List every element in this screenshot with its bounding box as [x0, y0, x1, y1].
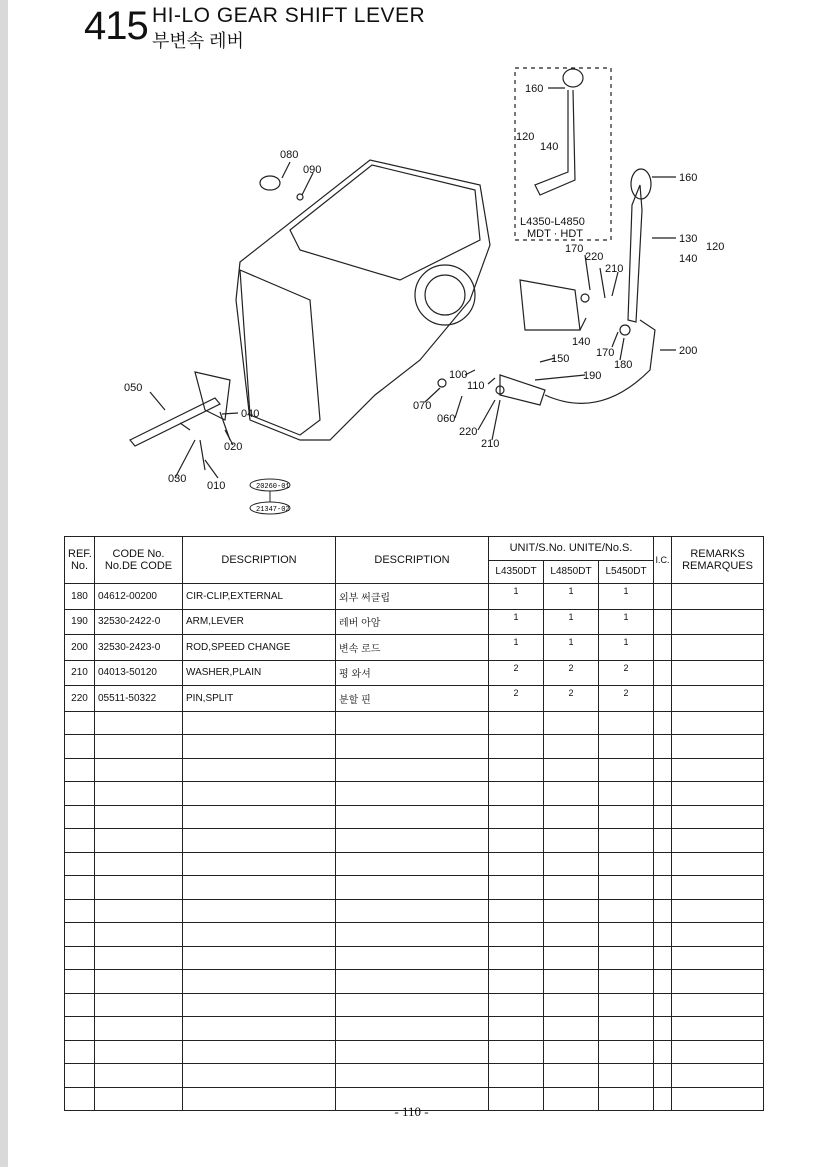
- parts-table: [64, 536, 764, 1111]
- empty-cell: [336, 1017, 489, 1041]
- empty-cell: [672, 758, 764, 782]
- empty-cell: [654, 876, 672, 900]
- table-row-empty: [65, 829, 764, 853]
- circlip: [620, 325, 630, 335]
- variant-label-types: MDT · HDT: [527, 228, 584, 240]
- empty-cell: [544, 829, 599, 853]
- empty-cell: [544, 899, 599, 923]
- empty-cell: [672, 1017, 764, 1041]
- empty-cell: [599, 993, 654, 1017]
- empty-cell: [65, 782, 95, 806]
- empty-cell: [65, 923, 95, 947]
- empty-cell: [183, 829, 336, 853]
- empty-cell: [65, 735, 95, 759]
- table-row: [65, 584, 764, 610]
- empty-cell: [599, 946, 654, 970]
- empty-cell: [654, 852, 672, 876]
- empty-cell: [183, 758, 336, 782]
- empty-cell: [544, 1064, 599, 1088]
- empty-cell: [489, 923, 544, 947]
- table-row-empty: [65, 735, 764, 759]
- callout-210: 210: [481, 438, 500, 450]
- empty-cell: [544, 782, 599, 806]
- row-description-en: PIN,SPLIT: [183, 686, 336, 712]
- empty-cell: [489, 876, 544, 900]
- empty-cell: [183, 1040, 336, 1064]
- row-qty: 1: [489, 609, 544, 635]
- row-qty: 1: [544, 584, 599, 610]
- empty-cell: [599, 735, 654, 759]
- exploded-parts-diagram: [0, 0, 823, 530]
- empty-cell: [183, 1064, 336, 1088]
- empty-cell: [599, 923, 654, 947]
- row-code: 32530-2422-0: [95, 609, 183, 635]
- empty-cell: [654, 993, 672, 1017]
- empty-cell: [65, 805, 95, 829]
- empty-cell: [95, 805, 183, 829]
- empty-cell: [654, 1017, 672, 1041]
- empty-cell: [599, 876, 654, 900]
- empty-cell: [544, 876, 599, 900]
- empty-cell: [65, 876, 95, 900]
- row-remarks: [672, 635, 764, 661]
- empty-cell: [65, 852, 95, 876]
- col-header-ref: REF. No.: [65, 537, 95, 584]
- empty-cell: [489, 758, 544, 782]
- col-header-unit: UNIT/S.No. UNITE/No.S.: [489, 537, 654, 561]
- row-description-en: ARM,LEVER: [183, 609, 336, 635]
- empty-cell: [489, 711, 544, 735]
- table-row-empty: [65, 923, 764, 947]
- empty-cell: [183, 923, 336, 947]
- empty-cell: [599, 1040, 654, 1064]
- empty-cell: [544, 1040, 599, 1064]
- empty-cell: [336, 993, 489, 1017]
- empty-cell: [489, 852, 544, 876]
- page-footer-number: - 110 -: [394, 1104, 429, 1119]
- variant-label-models: L4350-L4850: [520, 216, 585, 228]
- callout-160: 160: [679, 172, 698, 184]
- empty-cell: [544, 805, 599, 829]
- row-description-local: 분할 핀: [336, 686, 489, 712]
- row-description-en: WASHER,PLAIN: [183, 660, 336, 686]
- empty-cell: [489, 1064, 544, 1088]
- empty-cell: [672, 1040, 764, 1064]
- section-number: 415: [84, 4, 148, 48]
- empty-cell: [654, 735, 672, 759]
- empty-cell: [599, 829, 654, 853]
- col-header-model: L4350DT: [489, 560, 544, 584]
- table-row-empty: [65, 1040, 764, 1064]
- empty-cell: [489, 805, 544, 829]
- ball: [200, 440, 205, 470]
- row-qty: 1: [599, 635, 654, 661]
- callout-140: 140: [679, 253, 698, 265]
- empty-cell: [599, 782, 654, 806]
- row-qty: 1: [544, 609, 599, 635]
- empty-cell: [95, 970, 183, 994]
- row-qty: 2: [489, 686, 544, 712]
- empty-cell: [336, 782, 489, 806]
- empty-cell: [95, 876, 183, 900]
- empty-cell: [95, 852, 183, 876]
- empty-cell: [654, 711, 672, 735]
- callout-080: 080: [280, 149, 299, 161]
- callout-060: 060: [437, 413, 456, 425]
- table-row-empty: [65, 993, 764, 1017]
- empty-cell: [336, 735, 489, 759]
- table-row-empty: [65, 946, 764, 970]
- empty-cell: [183, 946, 336, 970]
- empty-cell: [95, 758, 183, 782]
- row-code: 04013-50120: [95, 660, 183, 686]
- callout-120-inset: 120: [516, 131, 535, 143]
- empty-cell: [95, 782, 183, 806]
- col-header-ic: I.C.: [654, 537, 672, 584]
- row-qty: 1: [489, 635, 544, 661]
- shift-lever: [628, 185, 642, 322]
- housing-outline: [236, 160, 490, 440]
- lever-bracket: [520, 280, 580, 330]
- col-header-model: L5450DT: [599, 560, 654, 584]
- row-ref: 200: [65, 635, 95, 661]
- empty-cell: [183, 852, 336, 876]
- empty-cell: [599, 852, 654, 876]
- callout-030: 030: [168, 473, 187, 485]
- callout-070: 070: [413, 400, 432, 412]
- empty-cell: [336, 923, 489, 947]
- empty-cell: [95, 946, 183, 970]
- callout-160-inset: 160: [525, 83, 544, 95]
- empty-cell: [65, 1064, 95, 1088]
- fork-shaft: [130, 398, 220, 446]
- callout-170: 170: [596, 347, 615, 359]
- table-row-empty: [65, 876, 764, 900]
- empty-cell: [489, 782, 544, 806]
- callout-010: 010: [207, 480, 226, 492]
- row-qty: 1: [544, 635, 599, 661]
- callout-020: 020: [224, 441, 243, 453]
- col-header-description-en: DESCRIPTION: [183, 537, 336, 584]
- empty-cell: [95, 923, 183, 947]
- col-header-model: L4850DT: [544, 560, 599, 584]
- empty-cell: [65, 946, 95, 970]
- washer: [581, 294, 589, 302]
- empty-cell: [489, 1017, 544, 1041]
- empty-cell: [672, 923, 764, 947]
- callout-140-mid: 140: [572, 336, 591, 348]
- empty-cell: [65, 970, 95, 994]
- empty-cell: [336, 1040, 489, 1064]
- empty-cell: [183, 899, 336, 923]
- callout-220: 220: [459, 426, 478, 438]
- row-description-local: 레버 아암: [336, 609, 489, 635]
- empty-cell: [183, 1017, 336, 1041]
- empty-cell: [544, 1017, 599, 1041]
- empty-cell: [654, 946, 672, 970]
- empty-cell: [672, 876, 764, 900]
- table-row: [65, 686, 764, 712]
- inset-knob: [563, 69, 583, 87]
- row-description-local: 변속 로드: [336, 635, 489, 661]
- table-row-empty: [65, 782, 764, 806]
- callout-150: 150: [551, 353, 570, 365]
- empty-cell: [65, 829, 95, 853]
- stamp-1: 20260-01: [256, 483, 290, 491]
- table-row: [65, 635, 764, 661]
- row-ic: [654, 609, 672, 635]
- empty-cell: [65, 1040, 95, 1064]
- page-title-korean: 부변속 레버: [152, 31, 244, 51]
- row-qty: 1: [599, 584, 654, 610]
- empty-cell: [336, 946, 489, 970]
- empty-cell: [672, 899, 764, 923]
- empty-cell: [183, 876, 336, 900]
- empty-cell: [654, 1064, 672, 1088]
- empty-cell: [183, 970, 336, 994]
- empty-cell: [672, 829, 764, 853]
- empty-cell: [183, 993, 336, 1017]
- row-ref: 180: [65, 584, 95, 610]
- callout-120: 120: [706, 241, 725, 253]
- empty-cell: [183, 711, 336, 735]
- empty-cell: [489, 1040, 544, 1064]
- empty-cell: [336, 1064, 489, 1088]
- row-description-en: ROD,SPEED CHANGE: [183, 635, 336, 661]
- empty-cell: [65, 993, 95, 1017]
- empty-cell: [336, 852, 489, 876]
- callout-110: 110: [467, 380, 485, 392]
- empty-cell: [672, 782, 764, 806]
- table-row-empty: [65, 970, 764, 994]
- table-row-empty: [65, 805, 764, 829]
- empty-cell: [599, 1017, 654, 1041]
- callout-180: 180: [614, 359, 633, 371]
- row-remarks: [672, 660, 764, 686]
- table-row: [65, 609, 764, 635]
- empty-cell: [672, 711, 764, 735]
- empty-cell: [599, 711, 654, 735]
- empty-cell: [672, 852, 764, 876]
- table-row: [65, 660, 764, 686]
- table-row-empty: [65, 899, 764, 923]
- empty-cell: [654, 758, 672, 782]
- row-ref: 210: [65, 660, 95, 686]
- callout-130: 130: [679, 233, 698, 245]
- empty-cell: [544, 711, 599, 735]
- empty-cell: [672, 1064, 764, 1088]
- empty-cell: [672, 993, 764, 1017]
- empty-cell: [183, 805, 336, 829]
- empty-cell: [489, 946, 544, 970]
- empty-cell: [336, 711, 489, 735]
- callout-210-top: 210: [605, 263, 624, 275]
- empty-cell: [65, 1017, 95, 1041]
- pin: [180, 423, 190, 430]
- row-qty: 2: [544, 660, 599, 686]
- empty-cell: [95, 1064, 183, 1088]
- empty-cell: [654, 970, 672, 994]
- empty-cell: [544, 758, 599, 782]
- empty-cell: [544, 923, 599, 947]
- callout-050: 050: [124, 382, 143, 394]
- table-row-empty: [65, 1064, 764, 1088]
- empty-cell: [183, 782, 336, 806]
- row-ic: [654, 686, 672, 712]
- empty-cell: [672, 735, 764, 759]
- empty-cell: [599, 970, 654, 994]
- empty-cell: [336, 899, 489, 923]
- empty-cell: [654, 782, 672, 806]
- empty-cell: [544, 735, 599, 759]
- empty-cell: [95, 829, 183, 853]
- row-ref: 220: [65, 686, 95, 712]
- empty-cell: [544, 852, 599, 876]
- row-qty: 2: [599, 686, 654, 712]
- callout-190: 190: [583, 370, 602, 382]
- shift-fork: [195, 372, 230, 420]
- row-ic: [654, 635, 672, 661]
- empty-cell: [489, 829, 544, 853]
- row-qty: 2: [599, 660, 654, 686]
- empty-cell: [65, 899, 95, 923]
- empty-cell: [95, 711, 183, 735]
- table-row-empty: [65, 1017, 764, 1041]
- empty-cell: [336, 876, 489, 900]
- row-ref: 190: [65, 609, 95, 635]
- row-description-local: 외부 써클립: [336, 584, 489, 610]
- bearing-boss: [415, 265, 475, 325]
- row-qty: 2: [489, 660, 544, 686]
- empty-cell: [95, 1040, 183, 1064]
- empty-cell: [544, 946, 599, 970]
- callout-100: 100: [449, 369, 468, 381]
- callout-220-top: 220: [585, 251, 604, 263]
- table-row-empty: [65, 711, 764, 735]
- row-code: 32530-2423-0: [95, 635, 183, 661]
- row-qty: 2: [544, 686, 599, 712]
- stamp-2: 21347-02: [256, 506, 290, 514]
- plug: [260, 176, 280, 190]
- row-code: 05511-50322: [95, 686, 183, 712]
- empty-cell: [336, 829, 489, 853]
- washer: [438, 379, 446, 387]
- empty-cell: [336, 970, 489, 994]
- empty-cell: [95, 1017, 183, 1041]
- callout-170-top: 170: [565, 243, 584, 255]
- row-ic: [654, 584, 672, 610]
- empty-cell: [599, 805, 654, 829]
- row-qty: 1: [599, 609, 654, 635]
- row-remarks: [672, 686, 764, 712]
- row-remarks: [672, 609, 764, 635]
- empty-cell: [654, 923, 672, 947]
- empty-cell: [672, 970, 764, 994]
- empty-cell: [599, 758, 654, 782]
- empty-cell: [183, 735, 336, 759]
- empty-cell: [672, 946, 764, 970]
- empty-cell: [544, 970, 599, 994]
- empty-cell: [599, 899, 654, 923]
- callout-140-inset: 140: [540, 141, 559, 153]
- empty-cell: [654, 1040, 672, 1064]
- empty-cell: [654, 805, 672, 829]
- empty-cell: [336, 758, 489, 782]
- callout-040: 040: [241, 408, 260, 420]
- row-qty: 1: [489, 584, 544, 610]
- row-description-local: 평 와셔: [336, 660, 489, 686]
- col-header-description-local: DESCRIPTION: [336, 537, 489, 584]
- empty-cell: [489, 735, 544, 759]
- callout-090: 090: [303, 164, 322, 176]
- empty-cell: [95, 899, 183, 923]
- empty-cell: [65, 711, 95, 735]
- empty-cell: [489, 993, 544, 1017]
- empty-cell: [336, 805, 489, 829]
- empty-cell: [654, 899, 672, 923]
- row-remarks: [672, 584, 764, 610]
- empty-cell: [544, 993, 599, 1017]
- empty-cell: [672, 805, 764, 829]
- row-description-en: CIR-CLIP,EXTERNAL: [183, 584, 336, 610]
- row-ic: [654, 660, 672, 686]
- page-title: HI-LO GEAR SHIFT LEVER: [152, 4, 426, 27]
- empty-cell: [95, 735, 183, 759]
- callout-200: 200: [679, 345, 698, 357]
- empty-cell: [489, 899, 544, 923]
- col-header-code: CODE No. No.DE CODE: [95, 537, 183, 584]
- empty-cell: [489, 970, 544, 994]
- empty-cell: [654, 829, 672, 853]
- empty-cell: [599, 1064, 654, 1088]
- empty-cell: [95, 993, 183, 1017]
- table-row-empty: [65, 758, 764, 782]
- col-header-remarks: REMARKS REMARQUES: [672, 537, 764, 584]
- empty-cell: [65, 758, 95, 782]
- row-code: 04612-00200: [95, 584, 183, 610]
- table-row-empty: [65, 852, 764, 876]
- housing-top-flange: [290, 165, 480, 280]
